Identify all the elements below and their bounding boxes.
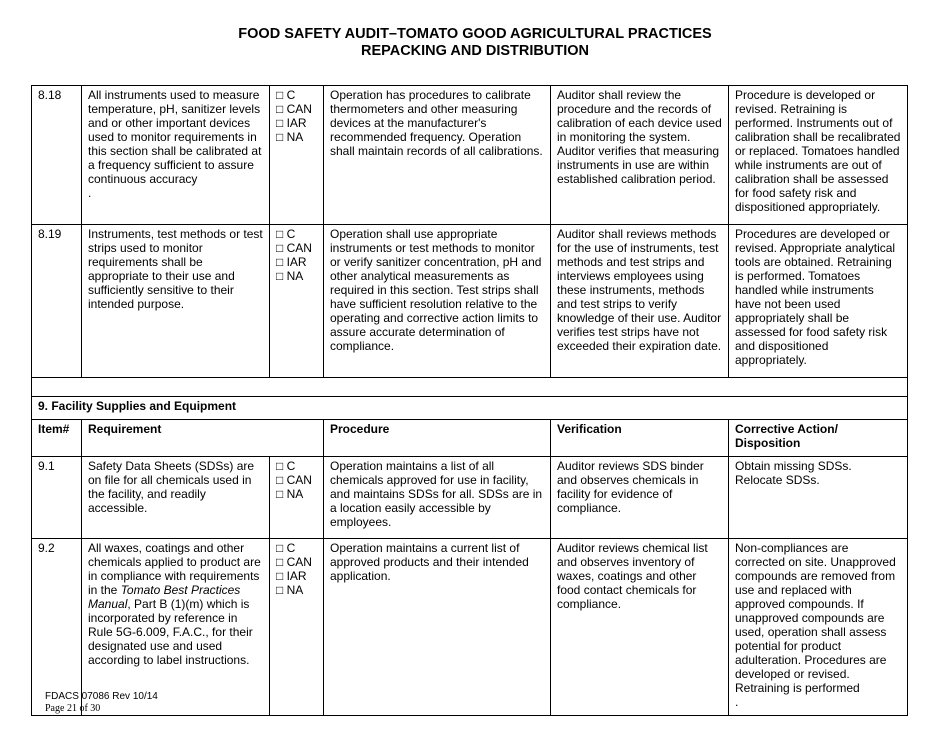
item-id: 8.19 — [32, 225, 82, 378]
compliance-options[interactable] — [270, 539, 324, 716]
header-title-line1: FOOD SAFETY AUDIT–TOMATO GOOD AGRICULTURAL PRACTICES — [238, 26, 712, 42]
procedure-cell: Operation maintains a current list of approved products and their intended application. — [324, 539, 551, 716]
requirement-cell — [82, 86, 270, 225]
section-title-row — [32, 397, 908, 420]
column-header-requirement: Requirement — [82, 420, 324, 457]
option-can-checkbox[interactable]: □ CAN — [276, 102, 312, 116]
spacer-cell — [32, 378, 908, 397]
item-id: 9.1 — [32, 457, 82, 539]
requirement-text-part1: All waxes, coatings and other chemicals applied to product are in compliance with requirements in the — [88, 541, 261, 597]
option-c-checkbox[interactable]: □ C — [276, 459, 296, 473]
audit-table — [31, 85, 908, 716]
requirement-cell: Safety Data Sheets (SDSs) are on file for all chemicals used in the facility, and readily accessible. — [82, 457, 270, 539]
option-na-checkbox[interactable]: □ NA — [276, 583, 304, 597]
item-id: 8.18 — [32, 86, 82, 225]
option-c-checkbox[interactable]: □ C — [276, 88, 296, 102]
page-number: Page 21 of 30 — [45, 703, 101, 714]
requirement-cell — [82, 539, 270, 716]
option-na-checkbox[interactable]: □ NA — [276, 487, 304, 501]
option-iar-checkbox[interactable]: □ IAR — [276, 569, 307, 583]
option-can-checkbox[interactable]: □ CAN — [276, 473, 312, 487]
table-row-9-1 — [32, 457, 908, 539]
compliance-options[interactable] — [270, 225, 324, 378]
compliance-options[interactable] — [270, 86, 324, 225]
option-iar-checkbox[interactable]: □ IAR — [276, 116, 307, 130]
procedure-cell: Operation maintains a list of all chemicals approved for use in facility, and maintains SDSs for all. SDSs are in a location easily accessible by employees. — [324, 457, 551, 539]
procedure-cell: Operation has procedures to calibrate thermometers and other measuring devices at the manufacturer's recommended frequency. Operation shall maintain records of all calibrations. — [324, 86, 551, 225]
table-row-9-2 — [32, 539, 908, 716]
option-na-checkbox[interactable]: □ NA — [276, 269, 304, 283]
requirement-cell: Instruments, test methods or test strips used to monitor requirements shall be appropriate to their use and sufficiently sensitive to their intended purpose. — [82, 225, 270, 378]
item-id: 9.2 — [32, 539, 82, 716]
column-header-item: Item# — [32, 420, 82, 457]
option-c-checkbox[interactable]: □ C — [276, 227, 296, 241]
corrective-cell: Obtain missing SDSs. Relocate SDSs. — [729, 457, 908, 539]
verification-cell: Auditor shall review the procedure and the records of calibration of each device used in monitoring the system. Auditor verifies that measuring instruments in use are within established calibration period. — [551, 86, 729, 225]
corrective-text: Non-compliances are corrected on site. Unapproved compounds are removed from use and replaced with approved compounds. If unapproved compounds are used, operation shall assess potential for product adulteration. Procedures are developed or revised. Retraining is performed — [735, 541, 896, 695]
option-c-checkbox[interactable]: □ C — [276, 541, 296, 555]
table-row-8-18 — [32, 86, 908, 225]
option-iar-checkbox[interactable]: □ IAR — [276, 255, 307, 269]
procedure-cell: Operation shall use appropriate instruments or test methods to monitor or verify sanitizer concentration, pH and other analytical measurements as required in this section. Test strips shall have sufficient resolution relative to the operating and corrective action limits to assure accurate determination of compliance. — [324, 225, 551, 378]
verification-cell: Auditor reviews chemical list and observes inventory of waxes, coatings and other food contact chemicals for compliance. — [551, 539, 729, 716]
compliance-options[interactable] — [270, 457, 324, 539]
corrective-cell: Procedures are developed or revised. Appropriate analytical tools are obtained. Retraining is performed. Tomatoes handled while instruments have not been used appropriately shall be assessed for food safety risk and dispositioned appropriately. — [729, 225, 908, 378]
column-header-procedure: Procedure — [324, 420, 551, 457]
column-header-row — [32, 420, 908, 457]
verification-cell: Auditor reviews SDS binder and observes chemicals in facility for evidence of compliance. — [551, 457, 729, 539]
corrective-cell — [729, 539, 908, 716]
requirement-text: All instruments used to measure temperature, pH, sanitizer levels and or other important devices used to monitor requirements in this section shall be calibrated at a frequency sufficient to assure continuous accuracy — [88, 88, 262, 186]
corrective-cell: Procedure is developed or revised. Retraining is performed. Instruments out of calibration shall be recalibrated or replaced. Tomatoes handled while instruments are out of calibration shall be assessed for food safety risk and dispositioned appropriately. — [729, 86, 908, 225]
requirement-manual-title: Tomato Best Practices Manual — [88, 583, 241, 611]
spacer-row — [32, 378, 908, 397]
corrective-tail: . — [735, 695, 739, 709]
option-can-checkbox[interactable]: □ CAN — [276, 555, 312, 569]
option-na-checkbox[interactable]: □ NA — [276, 130, 304, 144]
section-title: 9. Facility Supplies and Equipment — [32, 397, 908, 420]
form-number: FDACS 07086 Rev 10/14 — [45, 691, 158, 702]
column-header-verification: Verification — [551, 420, 729, 457]
document-header — [0, 26, 950, 60]
table-row-8-19 — [32, 225, 908, 378]
option-can-checkbox[interactable]: □ CAN — [276, 241, 312, 255]
column-header-corrective: Corrective Action/ Disposition — [729, 420, 908, 457]
header-title-line2: REPACKING AND DISTRIBUTION — [361, 43, 589, 59]
verification-cell: Auditor shall reviews methods for the use of instruments, test methods and test strips and interviews employees using these instruments, methods and test strips to verify knowledge of their use. Auditor verifies test strips have not exceeded their expiration date. — [551, 225, 729, 378]
requirement-text-part2: , Part B (1)(m) which is incorporated by reference in Rule 5G-6.009, F.A.C., for their designated use and used according to label instructions. — [88, 597, 253, 667]
requirement-tail: . — [88, 186, 92, 200]
document-footer — [45, 691, 158, 715]
